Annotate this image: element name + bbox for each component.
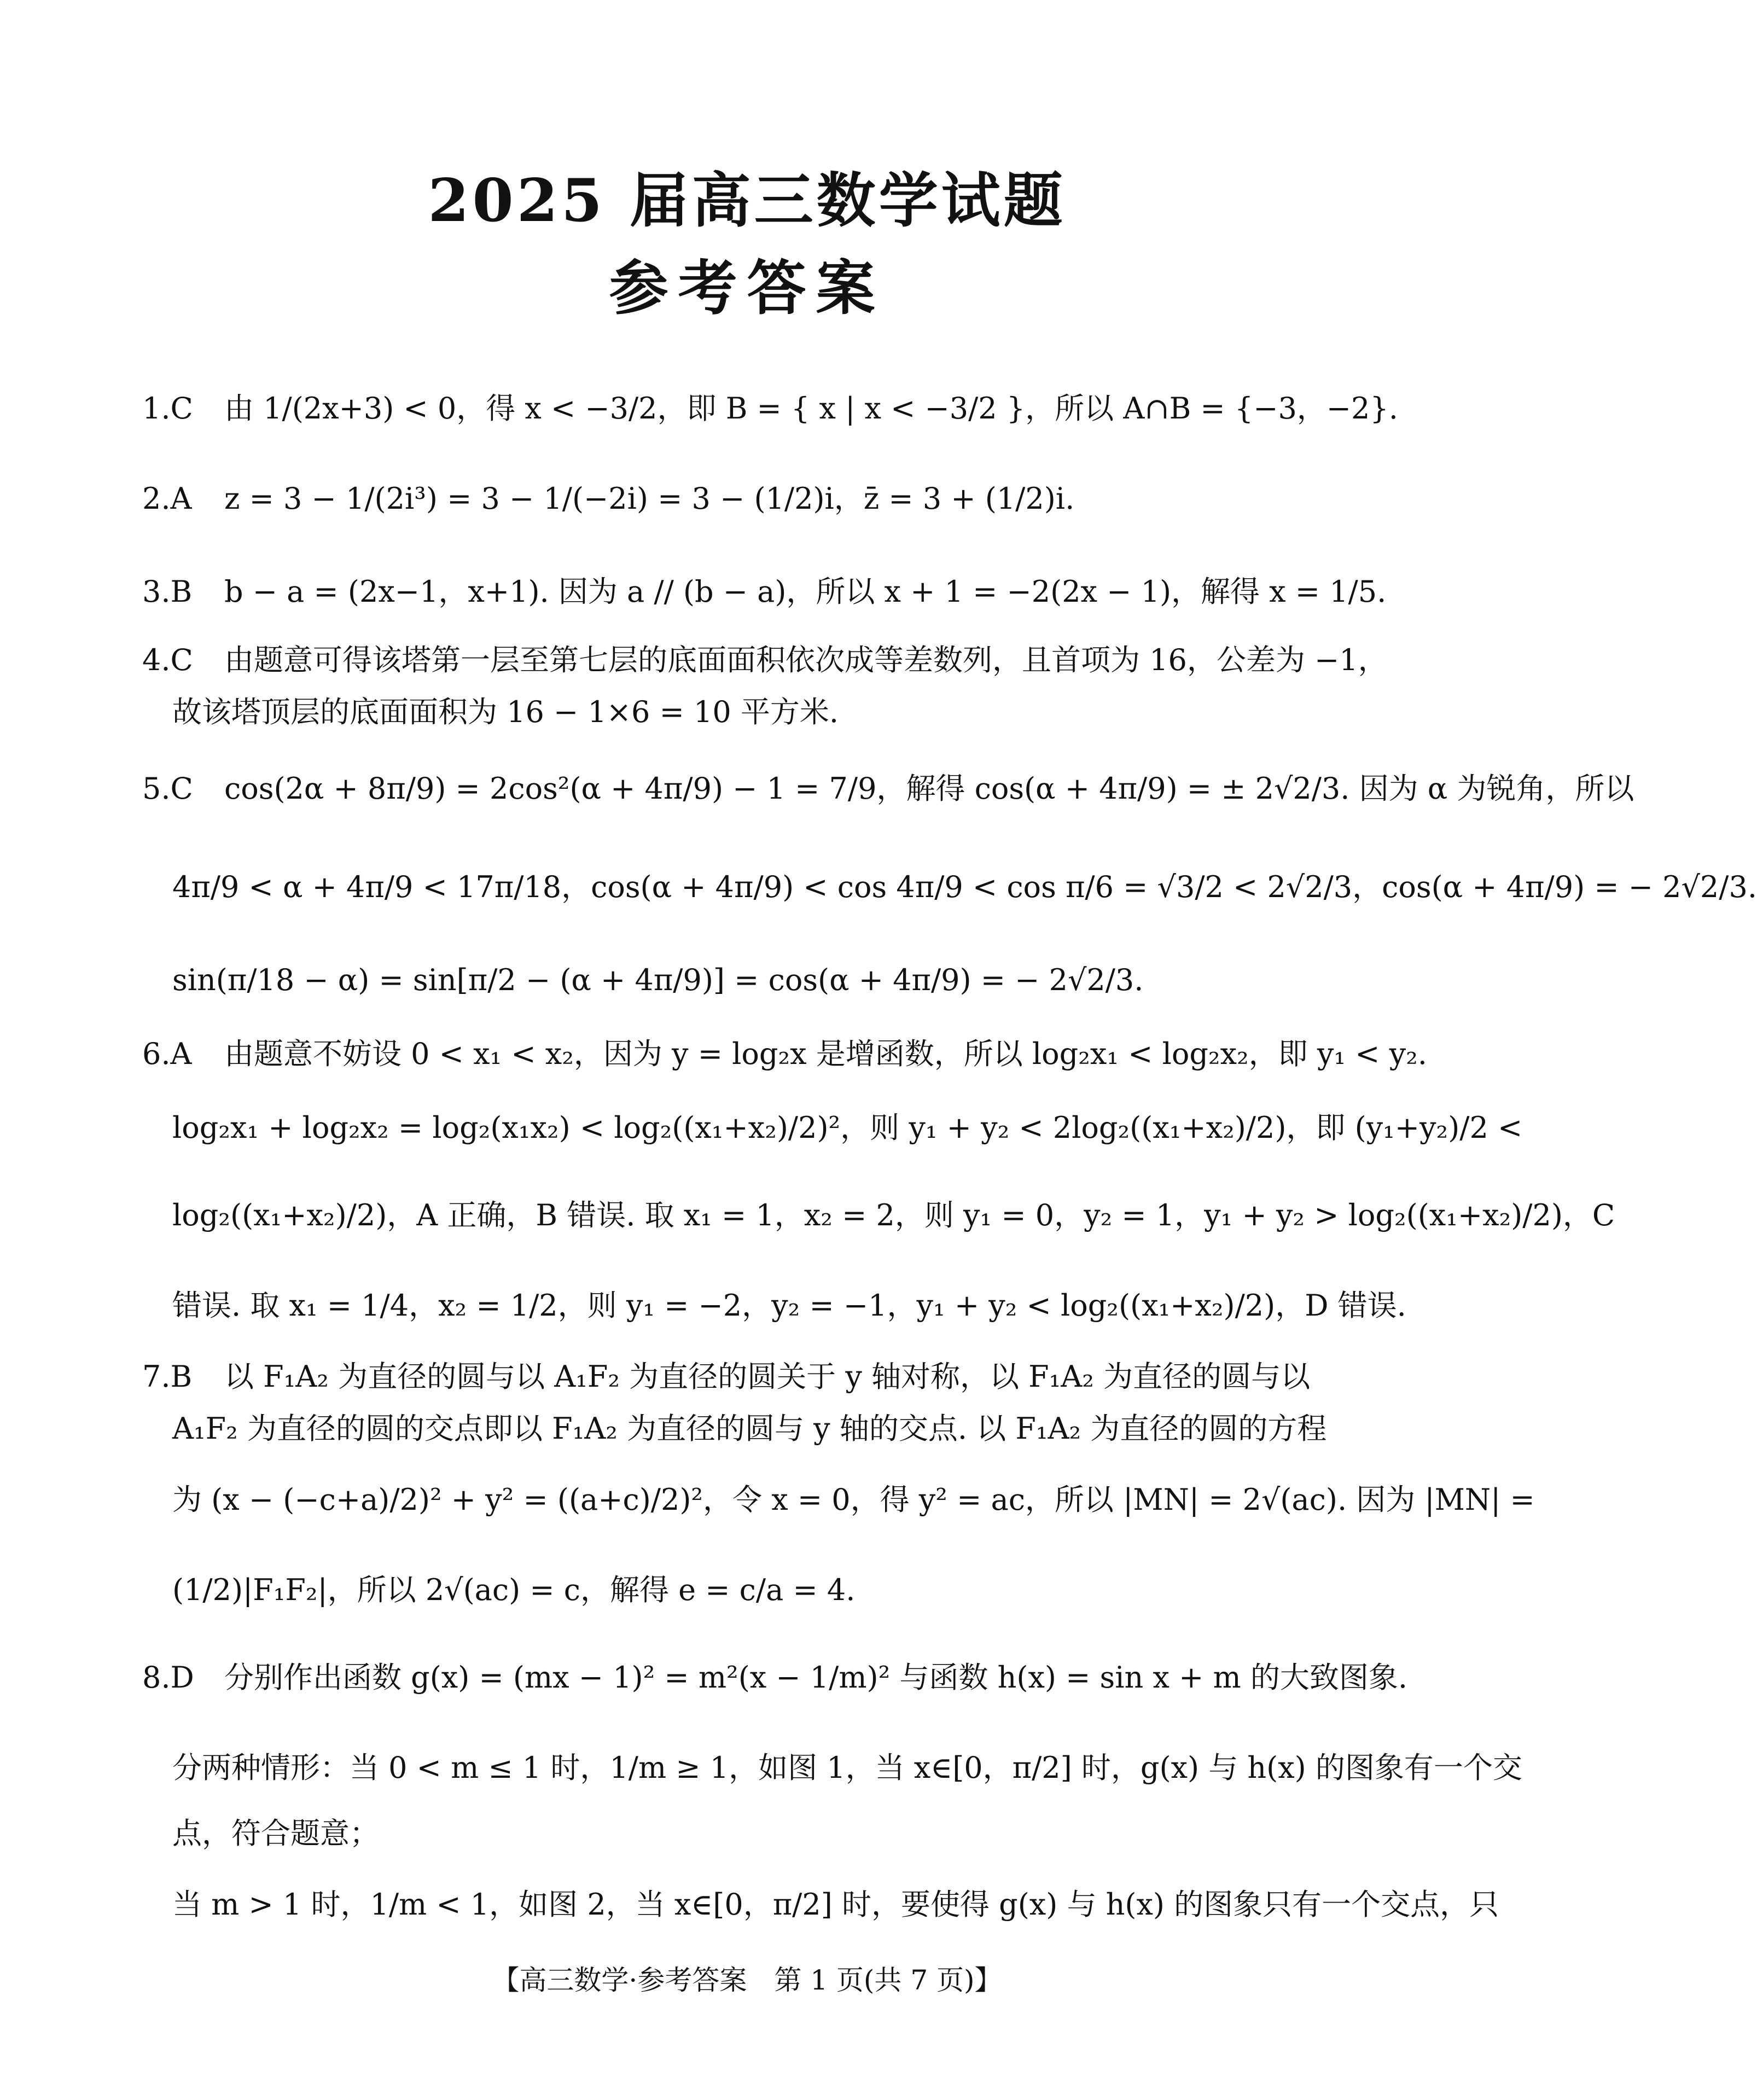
answer-8 bbox=[142, 1660, 1408, 1696]
answer-5-line-3: sin(π/18 − α) = sin[π/2 − (α + 4π/9)] = cos(α + 4π/9) = − 2√2/3. bbox=[172, 963, 1144, 997]
answer-label: 3.B bbox=[142, 574, 193, 609]
answer-4-line-2: 故该塔顶层的底面面积为 16 − 1×6 = 10 平方米. bbox=[172, 695, 839, 729]
answer-text: 由 1/(2x+3) < 0，得 x < −3/2，即 B = { x | x < −3/2 }，所以 A∩B = {−3，−2}. bbox=[224, 391, 1398, 426]
answer-7 bbox=[142, 1359, 1357, 1395]
answer-text: 分别作出函数 g(x) = (mx − 1)² = m²(x − 1/m)² 与函数 h(x) = sin x + m 的大致图象. bbox=[224, 1660, 1408, 1695]
answer-8-line-2: 分两种情形：当 0 < m ≤ 1 时，1/m ≥ 1，如图 1，当 x∈[0，π/2] 时，g(x) 与 h(x) 的图象有一个交 bbox=[172, 1750, 1522, 1785]
answer-label: 4.C bbox=[142, 643, 193, 677]
answer-7-line-4: (1/2)|F₁F₂|，所以 2√(ac) = c，解得 e = c/a = 4. bbox=[172, 1573, 856, 1607]
page-subtitle: 参考答案 bbox=[609, 254, 885, 323]
answer-text: z = 3 − 1/(2i³) = 3 − 1/(−2i) = 3 − (1/2)i，z̄ = 3 + (1/2)i. bbox=[224, 481, 1075, 516]
answer-6-line-4: 错误. 取 x₁ = 1/4，x₂ = 1/2，则 y₁ = −2，y₂ = −1，y₁ + y₂ < log₂((x₁+x₂)/2)，D 错误. bbox=[172, 1288, 1406, 1323]
answer-8-line-4: 当 m > 1 时，1/m < 1，如图 2，当 x∈[0，π/2] 时，要使得 g(x) 与 h(x) 的图象只有一个交点，只 bbox=[172, 1887, 1499, 1922]
answer-8-line-3: 点，符合题意； bbox=[172, 1816, 379, 1851]
answer-6-line-3: log₂((x₁+x₂)/2)，A 正确，B 错误. 取 x₁ = 1，x₂ = 2，则 y₁ = 0，y₂ = 1，y₁ + y₂ > log₂((x₁+x₂)/2)，C bbox=[172, 1198, 1615, 1232]
answer-text: 由题意不妨设 0 < x₁ < x₂，因为 y = log₂x 是增函数，所以 log₂x₁ < log₂x₂，即 y₁ < y₂. bbox=[224, 1037, 1427, 1071]
answer-1 bbox=[142, 391, 1398, 427]
answer-text: b − a = (2x−1，x+1). 因为 a // (b − a)，所以 x + 1 = −2(2x − 1)，解得 x = 1/5. bbox=[224, 574, 1387, 609]
answer-2 bbox=[142, 481, 1357, 517]
answer-5 bbox=[142, 771, 1634, 807]
answer-7-line-2: A₁F₂ 为直径的圆的交点即以 F₁A₂ 为直径的圆与 y 轴的交点. 以 F₁A₂ 为直径的圆的方程 bbox=[172, 1411, 1327, 1446]
answer-label: 1.C bbox=[142, 391, 193, 426]
answer-label: 6.A bbox=[142, 1037, 192, 1071]
answer-text: 以 F₁A₂ 为直径的圆与以 A₁F₂ 为直径的圆关于 y 轴对称，以 F₁A₂ 为直径的圆与以 bbox=[224, 1359, 1311, 1394]
answer-text: 由题意可得该塔第一层至第七层的底面面积依次成等差数列，且首项为 16，公差为 −1， bbox=[224, 643, 1388, 677]
answer-5-line-2: 4π/9 < α + 4π/9 < 17π/18，cos(α + 4π/9) < cos 4π/9 < cos π/6 = √3/2 < 2√2/3，cos(α + 4π/9) = − 2√2/3. bbox=[172, 870, 1757, 904]
answer-7-line-3: 为 (x − (−c+a)/2)² + y² = ((a+c)/2)²，令 x = 0，得 y² = ac，所以 |MN| = 2√(ac). 因为 |MN| = bbox=[172, 1482, 1535, 1517]
answer-4 bbox=[142, 643, 1388, 678]
answer-text: cos(2α + 8π/9) = 2cos²(α + 4π/9) − 1 = 7/9，解得 cos(α + 4π/9) = ± 2√2/3. 因为 α 为锐角，所以 bbox=[224, 771, 1634, 806]
answer-6 bbox=[142, 1037, 1427, 1072]
page-title: 2025 届高三数学试题 bbox=[428, 166, 1066, 235]
answer-label: 2.A bbox=[142, 481, 192, 516]
page-footer: 【高三数学·参考答案 第 1 页(共 7 页)】 bbox=[492, 1964, 1002, 1996]
answer-label: 8.D bbox=[142, 1660, 194, 1695]
answer-label: 7.B bbox=[142, 1359, 193, 1394]
answer-3 bbox=[142, 574, 1387, 610]
answer-6-line-2: log₂x₁ + log₂x₂ = log₂(x₁x₂) < log₂((x₁+x₂)/2)²，则 y₁ + y₂ < 2log₂((x₁+x₂)/2)，即 (y₁+y₂)/2 < bbox=[172, 1110, 1523, 1145]
answer-label: 5.C bbox=[142, 771, 193, 806]
